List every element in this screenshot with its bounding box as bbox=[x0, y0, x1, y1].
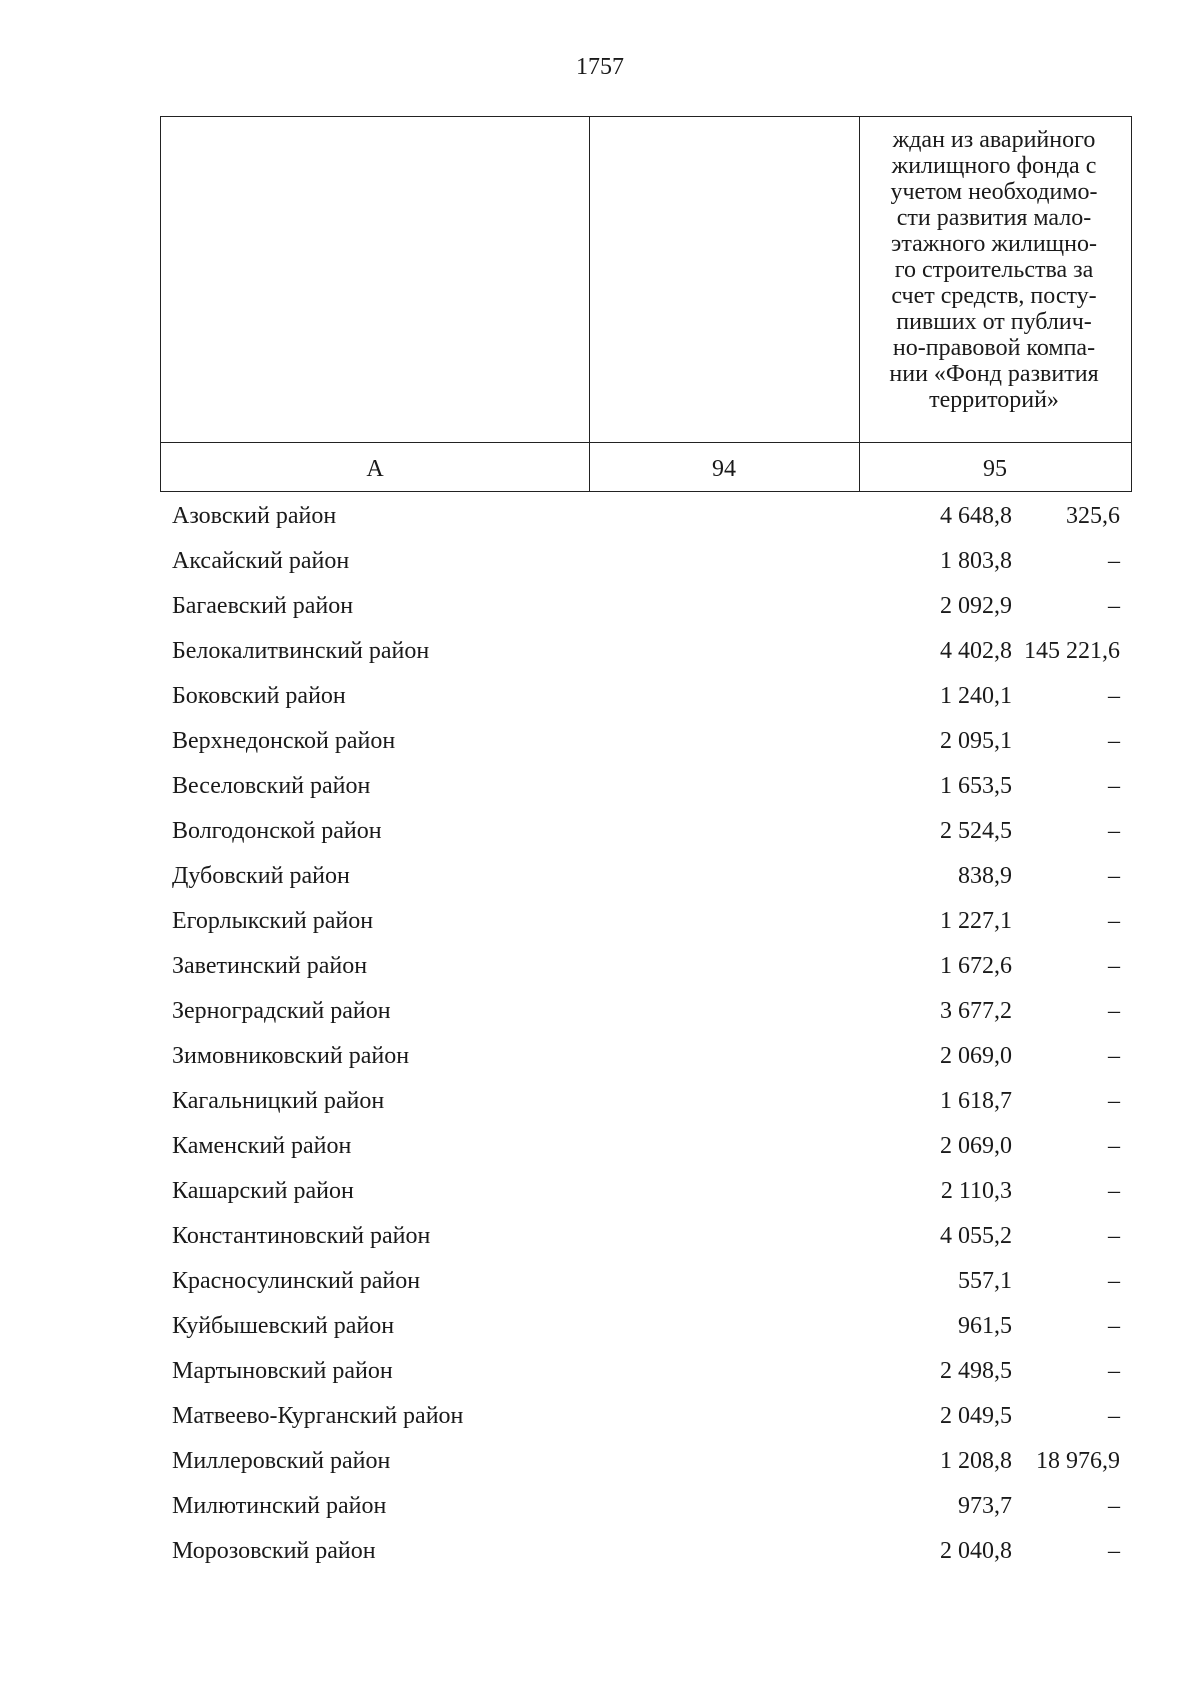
value-col-94: 1 240,1 bbox=[940, 683, 1012, 709]
value-col-94: 2 524,5 bbox=[940, 818, 1012, 844]
table-row bbox=[160, 1124, 1132, 1169]
district-name: Багаевский район bbox=[172, 593, 354, 619]
district-name: Куйбышевский район bbox=[172, 1313, 395, 1339]
district-name: Веселовский район bbox=[172, 773, 371, 799]
district-name: Зерноградский район bbox=[172, 998, 391, 1024]
district-name: Дубовский район bbox=[172, 863, 350, 889]
value-col-95: – bbox=[1108, 773, 1120, 799]
table-row bbox=[160, 494, 1132, 539]
heading-line: пивших от публич- bbox=[896, 309, 1092, 335]
table-row bbox=[160, 1169, 1132, 1214]
value-col-95: – bbox=[1108, 683, 1120, 709]
header-divider bbox=[161, 442, 1131, 443]
value-col-95: – bbox=[1108, 548, 1120, 574]
value-col-94: 4 648,8 bbox=[940, 503, 1012, 529]
value-col-95: – bbox=[1108, 908, 1120, 934]
table-row bbox=[160, 629, 1132, 674]
table-row bbox=[160, 1034, 1132, 1079]
value-col-94: 961,5 bbox=[958, 1313, 1012, 1339]
value-col-95: – bbox=[1108, 1313, 1120, 1339]
column-label-94: 94 bbox=[712, 456, 736, 482]
heading-line: этажного жилищно- bbox=[891, 231, 1097, 257]
district-name: Волгодонской район bbox=[172, 818, 382, 844]
table-row bbox=[160, 539, 1132, 584]
value-col-94: 1 227,1 bbox=[940, 908, 1012, 934]
table-row bbox=[160, 1529, 1132, 1574]
column-divider bbox=[859, 117, 860, 491]
district-name: Верхнедонской район bbox=[172, 728, 396, 754]
value-col-95: – bbox=[1108, 953, 1120, 979]
table-row bbox=[160, 989, 1132, 1034]
district-name: Мартыновский район bbox=[172, 1358, 393, 1384]
column-divider bbox=[589, 117, 590, 491]
value-col-95: – bbox=[1108, 1358, 1120, 1384]
value-col-94: 2 110,3 bbox=[940, 1178, 1012, 1204]
table-row bbox=[160, 809, 1132, 854]
value-col-95: – bbox=[1108, 1133, 1120, 1159]
value-col-95: – bbox=[1108, 1178, 1120, 1204]
district-name: Матвеево-Курганский район bbox=[172, 1403, 464, 1429]
value-col-95: – bbox=[1108, 1538, 1120, 1564]
district-name: Кагальницкий район bbox=[172, 1088, 385, 1114]
heading-line: территорий» bbox=[929, 387, 1059, 413]
value-col-95: – bbox=[1108, 593, 1120, 619]
value-col-94: 973,7 bbox=[958, 1493, 1012, 1519]
value-col-94: 1 653,5 bbox=[940, 773, 1012, 799]
table-row bbox=[160, 719, 1132, 764]
value-col-95: – bbox=[1108, 1223, 1120, 1249]
heading-line: го строительства за bbox=[894, 257, 1094, 283]
value-col-94: 2 069,0 bbox=[940, 1133, 1012, 1159]
column-label-a: А bbox=[366, 456, 384, 482]
value-col-95: – bbox=[1108, 863, 1120, 889]
value-col-94: 1 672,6 bbox=[940, 953, 1012, 979]
heading-line: сти развития мало- bbox=[896, 205, 1092, 231]
value-col-95: 18 976,9 bbox=[1036, 1448, 1120, 1474]
table-row bbox=[160, 584, 1132, 629]
heading-line: счет средств, посту- bbox=[891, 283, 1097, 309]
table-header bbox=[160, 116, 1132, 492]
value-col-95: – bbox=[1108, 728, 1120, 754]
value-col-94: 2 092,9 bbox=[940, 593, 1012, 619]
value-col-95: – bbox=[1108, 1043, 1120, 1069]
table-row bbox=[160, 854, 1132, 899]
table-row bbox=[160, 1304, 1132, 1349]
table-body bbox=[160, 494, 1132, 1574]
value-col-94: 2 069,0 bbox=[940, 1043, 1012, 1069]
district-name: Милютинский район bbox=[172, 1493, 387, 1519]
heading-line: но-правовой компа- bbox=[892, 335, 1096, 361]
table-row bbox=[160, 1079, 1132, 1124]
table-row bbox=[160, 674, 1132, 719]
district-name: Миллеровский район bbox=[172, 1448, 391, 1474]
value-col-95: – bbox=[1108, 1403, 1120, 1429]
district-name: Морозовский район bbox=[172, 1538, 376, 1564]
value-col-94: 3 677,2 bbox=[940, 998, 1012, 1024]
table-row bbox=[160, 1394, 1132, 1439]
table-row bbox=[160, 764, 1132, 809]
value-col-95: 145 221,6 bbox=[1024, 638, 1120, 664]
district-name: Егорлыкский район bbox=[172, 908, 374, 934]
district-name: Каменский район bbox=[172, 1133, 352, 1159]
value-col-95: – bbox=[1108, 1268, 1120, 1294]
district-name: Заветинский район bbox=[172, 953, 368, 979]
heading-line: нии «Фонд развития bbox=[889, 361, 1099, 387]
value-col-94: 2 095,1 bbox=[940, 728, 1012, 754]
table-row bbox=[160, 944, 1132, 989]
table-row bbox=[160, 1349, 1132, 1394]
table-row bbox=[160, 1259, 1132, 1304]
value-col-95: 325,6 bbox=[1066, 503, 1120, 529]
value-col-94: 4 402,8 bbox=[940, 638, 1012, 664]
table-row bbox=[160, 1484, 1132, 1529]
district-name: Белокалитвинский район bbox=[172, 638, 430, 664]
district-name: Зимовниковский район bbox=[172, 1043, 410, 1069]
value-col-94: 1 803,8 bbox=[940, 548, 1012, 574]
page-number: 1757 bbox=[576, 54, 624, 80]
value-col-95: – bbox=[1108, 1088, 1120, 1114]
district-name: Красносулинский район bbox=[172, 1268, 421, 1294]
column-label-95: 95 bbox=[983, 456, 1007, 482]
value-col-95: – bbox=[1108, 818, 1120, 844]
district-name: Аксайский район bbox=[172, 548, 350, 574]
value-col-95: – bbox=[1108, 998, 1120, 1024]
value-col-94: 1 208,8 bbox=[940, 1448, 1012, 1474]
heading-line: жилищного фонда с bbox=[891, 153, 1097, 179]
heading-line: ждан из аварийного bbox=[892, 127, 1096, 153]
value-col-94: 4 055,2 bbox=[940, 1223, 1012, 1249]
value-col-94: 2 049,5 bbox=[940, 1403, 1012, 1429]
value-col-94: 2 498,5 bbox=[940, 1358, 1012, 1384]
district-name: Азовский район bbox=[172, 503, 337, 529]
district-name: Боковский район bbox=[172, 683, 346, 709]
value-col-94: 838,9 bbox=[958, 863, 1012, 889]
table-row bbox=[160, 899, 1132, 944]
heading-line: учетом необходимо- bbox=[890, 179, 1098, 205]
table-row bbox=[160, 1214, 1132, 1259]
value-col-94: 557,1 bbox=[958, 1268, 1012, 1294]
value-col-95: – bbox=[1108, 1493, 1120, 1519]
column-95-heading bbox=[862, 127, 1126, 413]
table-row bbox=[160, 1439, 1132, 1484]
value-col-94: 1 618,7 bbox=[940, 1088, 1012, 1114]
district-name: Константиновский район bbox=[172, 1223, 431, 1249]
value-col-94: 2 040,8 bbox=[940, 1538, 1012, 1564]
district-name: Кашарский район bbox=[172, 1178, 354, 1204]
